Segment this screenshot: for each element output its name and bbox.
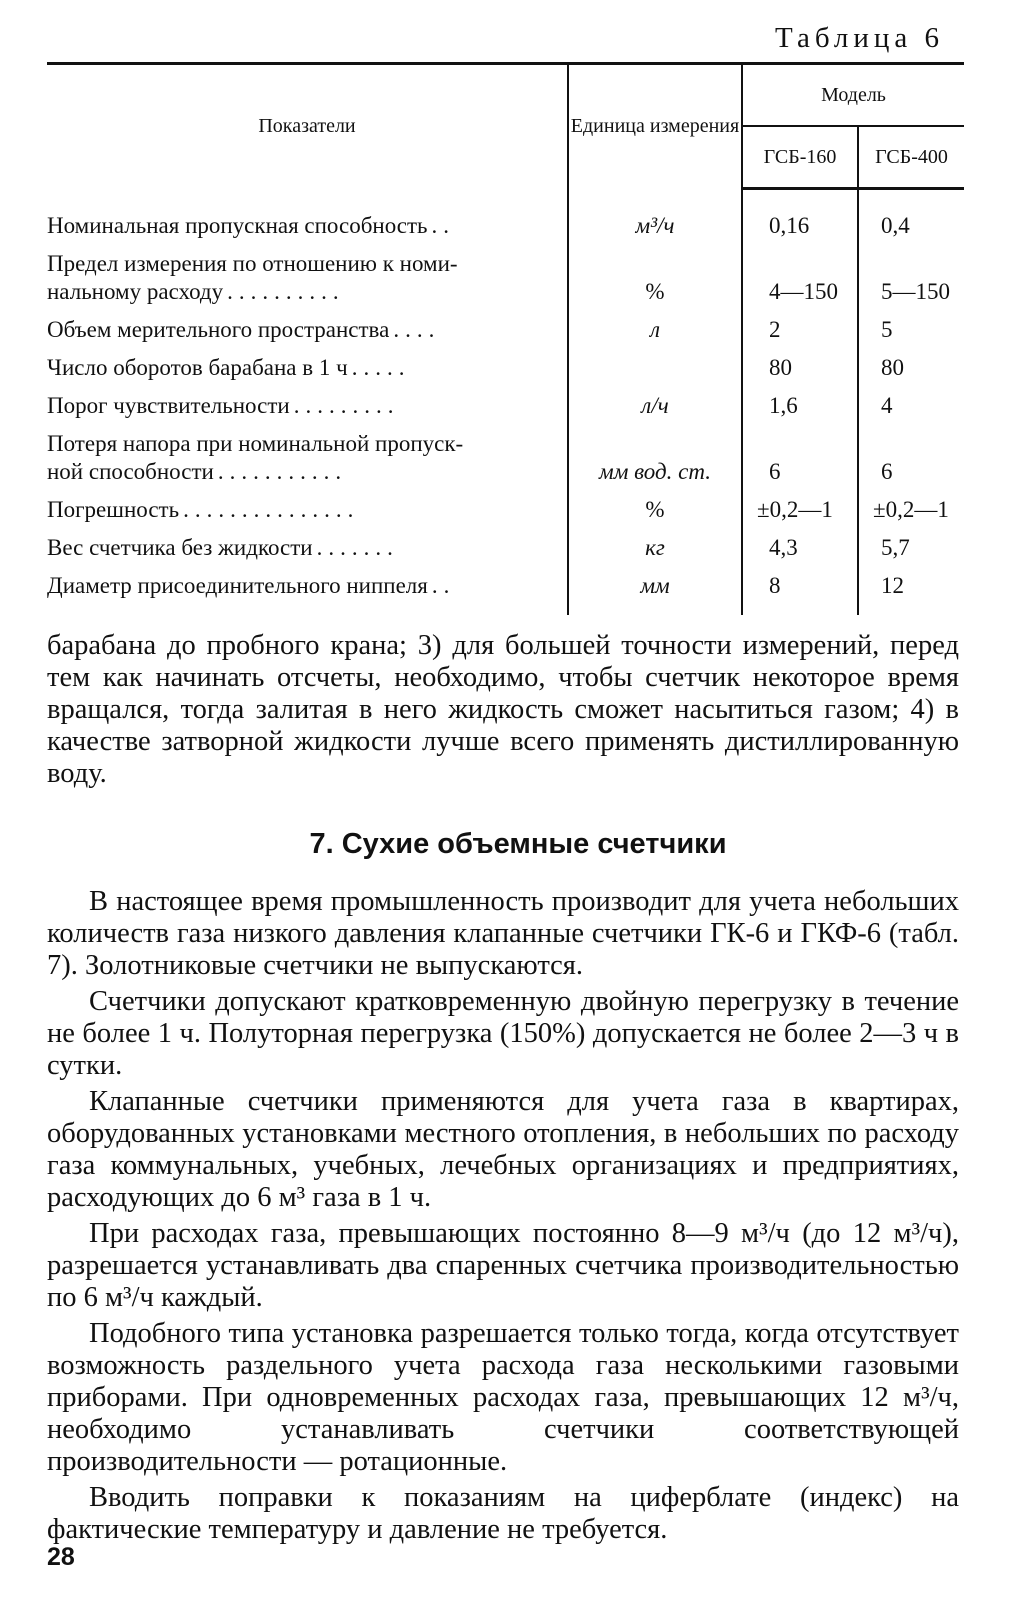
- row-unit: %: [568, 245, 742, 311]
- row-unit: мм вод. ст.: [568, 425, 742, 491]
- paragraph: Счетчики допускают кратковременную двойную перегрузку в течение не более 1 ч. Полуторная перегрузка (150%) допускается не более 2—3 ч в сутки.: [47, 986, 959, 1081]
- header-model: Модель: [742, 64, 964, 127]
- row-value-gsb160: 4,3: [742, 529, 858, 567]
- row-indicator: Погрешность: [47, 497, 180, 523]
- row-indicator: Номинальная пропускная способность: [47, 213, 428, 238]
- row-value-gsb400: 5: [881, 317, 893, 343]
- row-value-gsb400: 5,7: [881, 535, 910, 561]
- row-value-gsb400: 0,4: [881, 213, 910, 238]
- row-unit: %: [568, 491, 742, 529]
- row-value-gsb160: 4—150: [742, 245, 858, 311]
- table-row: Вес счетчика без жидкости ....... кг 4,3 5,7: [47, 529, 964, 567]
- row-value-gsb160: ±0,2—1: [742, 491, 858, 529]
- row-unit: м³/ч: [568, 189, 742, 246]
- table-row: Номинальная пропускная способность .. м³/ч 0,16 0,4: [47, 189, 964, 246]
- table-row: Число оборотов барабана в 1 ч ..... 80 80: [47, 349, 964, 387]
- row-value-gsb400: 80: [881, 355, 904, 381]
- section-title: 7. Сухие объемные счетчики: [309, 828, 727, 860]
- paragraph: барабана до пробного крана; 3) для большей точности измерений, перед тем как начинать отсчеты, необходимо, чтобы счетчик некоторое время вращался, тогда залитая в него жидкость сможет насытиться газом; 4) в качестве затворной жидкости лучше всего применять дистиллированную воду.: [47, 630, 959, 789]
- row-value-gsb400: 5—150: [881, 279, 950, 305]
- row-value-gsb160: 2: [742, 311, 858, 349]
- header-model-2: ГСБ-400: [858, 126, 964, 189]
- row-indicator: ной способности: [47, 459, 214, 485]
- row-value-gsb160: 1,6: [742, 387, 858, 425]
- table-row: Объем мерительного пространства .... л 2 5: [47, 311, 964, 349]
- row-value-gsb160: 6: [742, 425, 858, 491]
- row-unit: л: [568, 311, 742, 349]
- table-row: Порог чувствительности ......... л/ч 1,6 4: [47, 387, 964, 425]
- specs-table: [47, 62, 964, 615]
- table-row: Предел измерения по отношению к номи- нальному расходу .......... % 4—150 5—150: [47, 245, 964, 311]
- row-indicator: нальному расходу: [47, 279, 224, 305]
- row-indicator: Порог чувствительности: [47, 393, 290, 419]
- row-indicator-line1: Потеря напора при номинальной пропуск-: [47, 431, 464, 457]
- row-value-gsb160: 0,16: [742, 189, 858, 246]
- section-body: [47, 886, 959, 1550]
- row-unit: мм: [568, 567, 742, 614]
- table-row: Погрешность ............... % ±0,2—1 ±0,2—1: [47, 491, 964, 529]
- table-row: Потеря напора при номинальной пропуск- ной способности ........... мм вод. ст. 6 6: [47, 425, 964, 491]
- table-row: Диаметр присоединительного ниппеля .. мм 8 12: [47, 567, 964, 614]
- paragraph: Вводить поправки к показаниям на циферблате (индекс) на фактические температуру и давление не требуется.: [47, 1482, 959, 1545]
- row-unit: [568, 349, 742, 387]
- paragraph: При расходах газа, превышающих постоянно 8—9 м³/ч (до 12 м³/ч), разрешается устанавливать два спаренных счетчика производительностью по 6 м³/ч каждый.: [47, 1218, 959, 1313]
- header-unit: Единица измерения: [568, 64, 742, 189]
- page-number: 28: [47, 1543, 75, 1571]
- paragraph: Подобного типа установка разрешается только тогда, когда отсутствует возможность раздельного учета расхода газа несколькими газовыми приборами. При одновременных расходах газа, превышающих 12 м³/ч, необходимо устанавливать счетчики соответствующей производительности — ротационные.: [47, 1318, 959, 1477]
- row-indicator: Число оборотов барабана в 1 ч: [47, 355, 348, 381]
- paragraph: В настоящее время промышленность производит для учета небольших количеств газа низкого давления клапанные счетчики ГК-6 и ГКФ-6 (табл. 7). Золотниковые счетчики не выпускаются.: [47, 886, 959, 981]
- continuation-text: [47, 630, 959, 790]
- header-model-1: ГСБ-160: [742, 126, 858, 189]
- row-value-gsb400: 6: [881, 459, 893, 485]
- row-value-gsb160: 80: [742, 349, 858, 387]
- row-indicator-line1: Предел измерения по отношению к номи-: [47, 251, 458, 277]
- row-value-gsb400: 4: [881, 393, 893, 419]
- paragraph: Клапанные счетчики применяются для учета газа в квартирах, оборудованных установками местного отопления, в небольших по расходу газа коммунальных, учебных, лечебных организациях и предприятиях, расходующих до 6 м³ газа в 1 ч.: [47, 1086, 959, 1213]
- row-value-gsb400: 12: [881, 573, 904, 599]
- row-indicator: Диаметр присоединительного ниппеля: [47, 573, 428, 599]
- row-unit: кг: [568, 529, 742, 567]
- row-indicator: Вес счетчика без жидкости: [47, 535, 313, 561]
- row-value-gsb160: 8: [742, 567, 858, 614]
- row-unit: л/ч: [568, 387, 742, 425]
- row-indicator: Объем мерительного пространства: [47, 317, 390, 343]
- table-caption: Таблица 6: [774, 22, 944, 54]
- header-indicators: Показатели: [47, 64, 568, 189]
- row-value-gsb400: ±0,2—1: [873, 497, 949, 523]
